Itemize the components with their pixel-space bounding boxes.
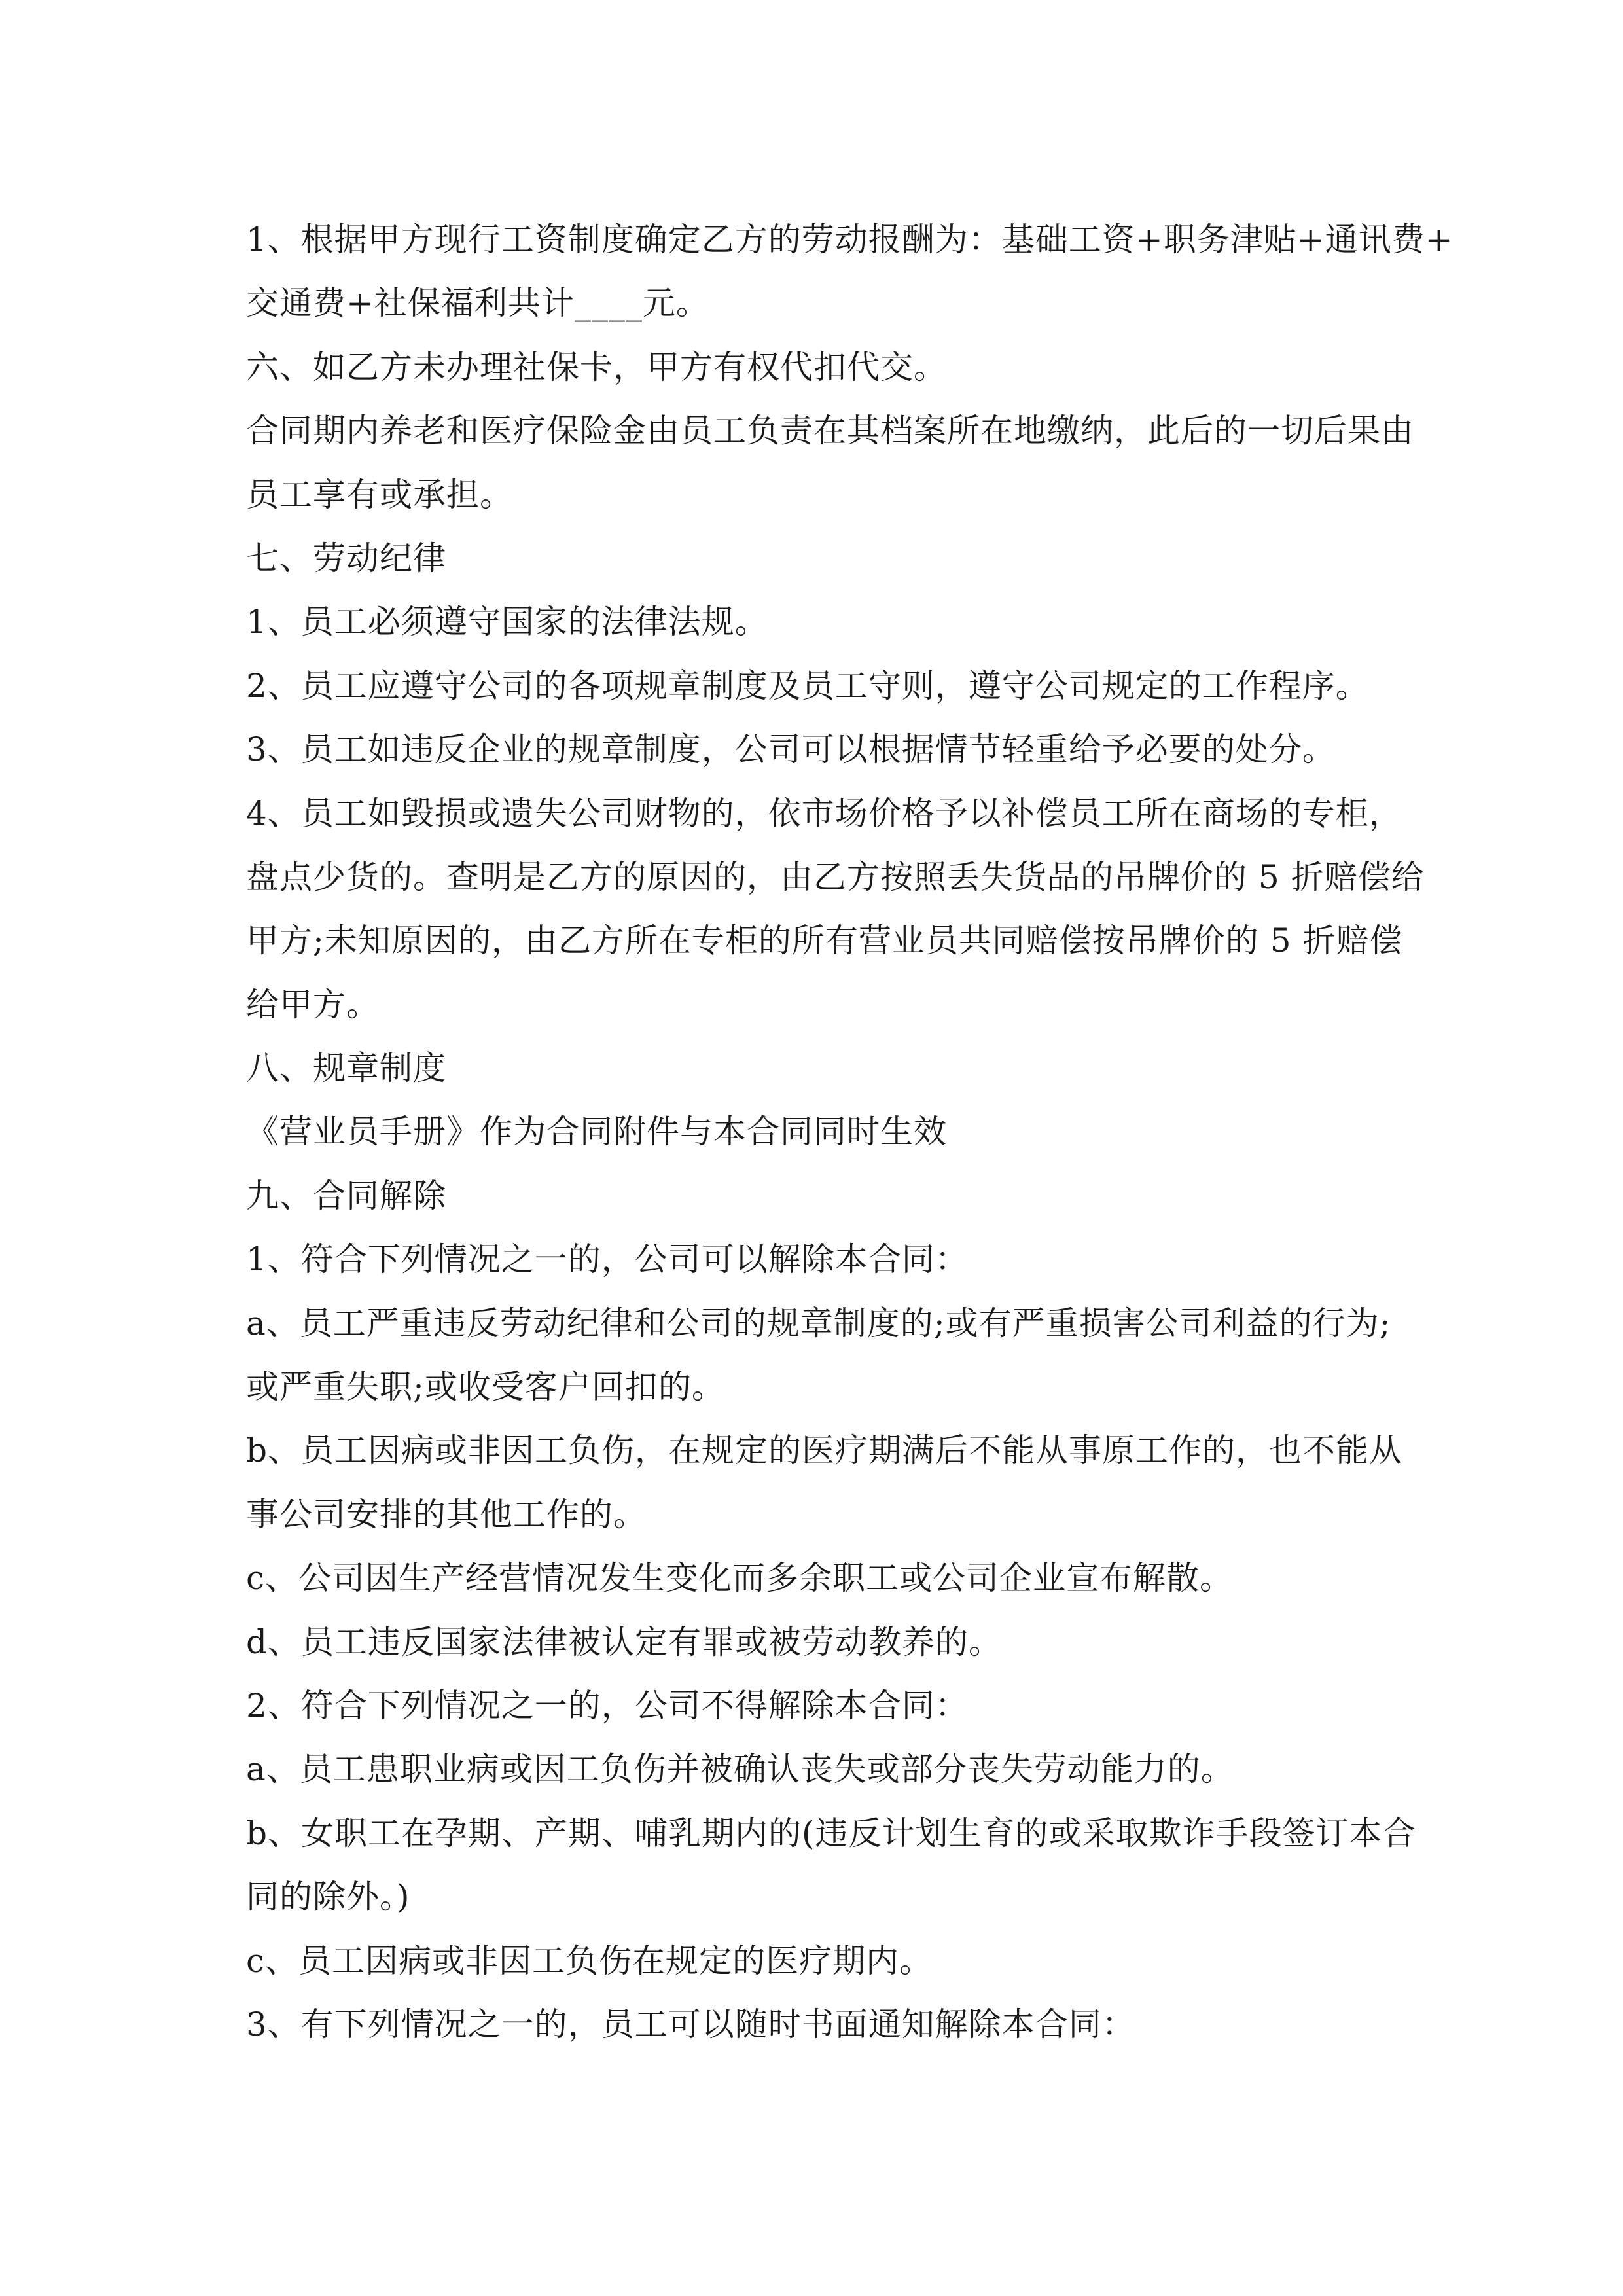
section-heading: 八、规章制度 bbox=[246, 1049, 446, 1088]
text-line: d、员工违反国家法律被认定有罪或被劳动教养的。 bbox=[246, 1623, 1003, 1661]
text-line: 1、根据甲方现行工资制度确定乙方的劳动报酬为：基础工资+职务津贴+通讯费+ bbox=[246, 221, 1454, 259]
text-line: 3、员工如违反企业的规章制度，公司可以根据情节轻重给予必要的处分。 bbox=[246, 730, 1336, 769]
text-line: 员工享有或承担。 bbox=[246, 475, 513, 514]
text-line: 1、符合下列情况之一的，公司可以解除本合同： bbox=[246, 1240, 969, 1279]
text-line: 4、员工如毁损或遗失公司财物的，依市场价格予以补偿员工所在商场的专柜， bbox=[246, 794, 1402, 833]
text-line: 给甲方。 bbox=[246, 985, 380, 1024]
text-line: 2、符合下列情况之一的，公司不得解除本合同： bbox=[246, 1686, 969, 1725]
text-line: b、女职工在孕期、产期、哺乳期内的(违反计划生育的或采取欺诈手段签订本合 bbox=[246, 1814, 1416, 1852]
section-heading: 七、劳动纪律 bbox=[246, 539, 446, 577]
text-line: a、员工患职业病或因工负伤并被确认丧失或部分丧失劳动能力的。 bbox=[246, 1750, 1234, 1789]
text-line: 同的除外。) bbox=[246, 1878, 410, 1916]
text-line: 或严重失职;或收受客户回扣的。 bbox=[246, 1368, 725, 1407]
text-line: 3、有下列情况之一的，员工可以随时书面通知解除本合同： bbox=[246, 2005, 1135, 2043]
text-line: c、公司因生产经营情况发生变化而多余职工或公司企业宣布解散。 bbox=[246, 1559, 1234, 1598]
text-line: 交通费+社保福利共计____元。 bbox=[246, 284, 709, 323]
text-line: 合同期内养老和医疗保险金由员工负责在其档案所在地缴纳，此后的一切后果由 bbox=[246, 412, 1414, 450]
text-line: 甲方;未知原因的，由乙方所在专柜的所有营业员共同赔偿按吊牌价的 5 折赔偿 bbox=[246, 922, 1403, 960]
text-line: a、员工严重违反劳动纪律和公司的规章制度的;或有严重损害公司利益的行为; bbox=[246, 1304, 1391, 1342]
text-line: 六、如乙方未办理社保卡，甲方有权代扣代交。 bbox=[246, 348, 947, 386]
text-line: 事公司安排的其他工作的。 bbox=[246, 1495, 647, 1534]
text-line: 《营业员手册》作为合同附件与本合同同时生效 bbox=[246, 1113, 947, 1151]
text-line: c、员工因病或非因工负伤在规定的医疗期内。 bbox=[246, 1941, 933, 1980]
document-page bbox=[246, 208, 1454, 2056]
section-heading: 九、合同解除 bbox=[246, 1176, 446, 1215]
text-line: 盘点少货的。查明是乙方的原因的，由乙方按照丢失货品的吊牌价的 5 折赔偿给 bbox=[246, 857, 1425, 896]
text-line: b、员工因病或非因工负伤，在规定的医疗期满后不能从事原工作的，也不能从 bbox=[246, 1431, 1403, 1470]
text-line: 1、员工必须遵守国家的法律法规。 bbox=[246, 603, 768, 641]
text-line: 2、员工应遵守公司的各项规章制度及员工守则，遵守公司规定的工作程序。 bbox=[246, 666, 1369, 705]
